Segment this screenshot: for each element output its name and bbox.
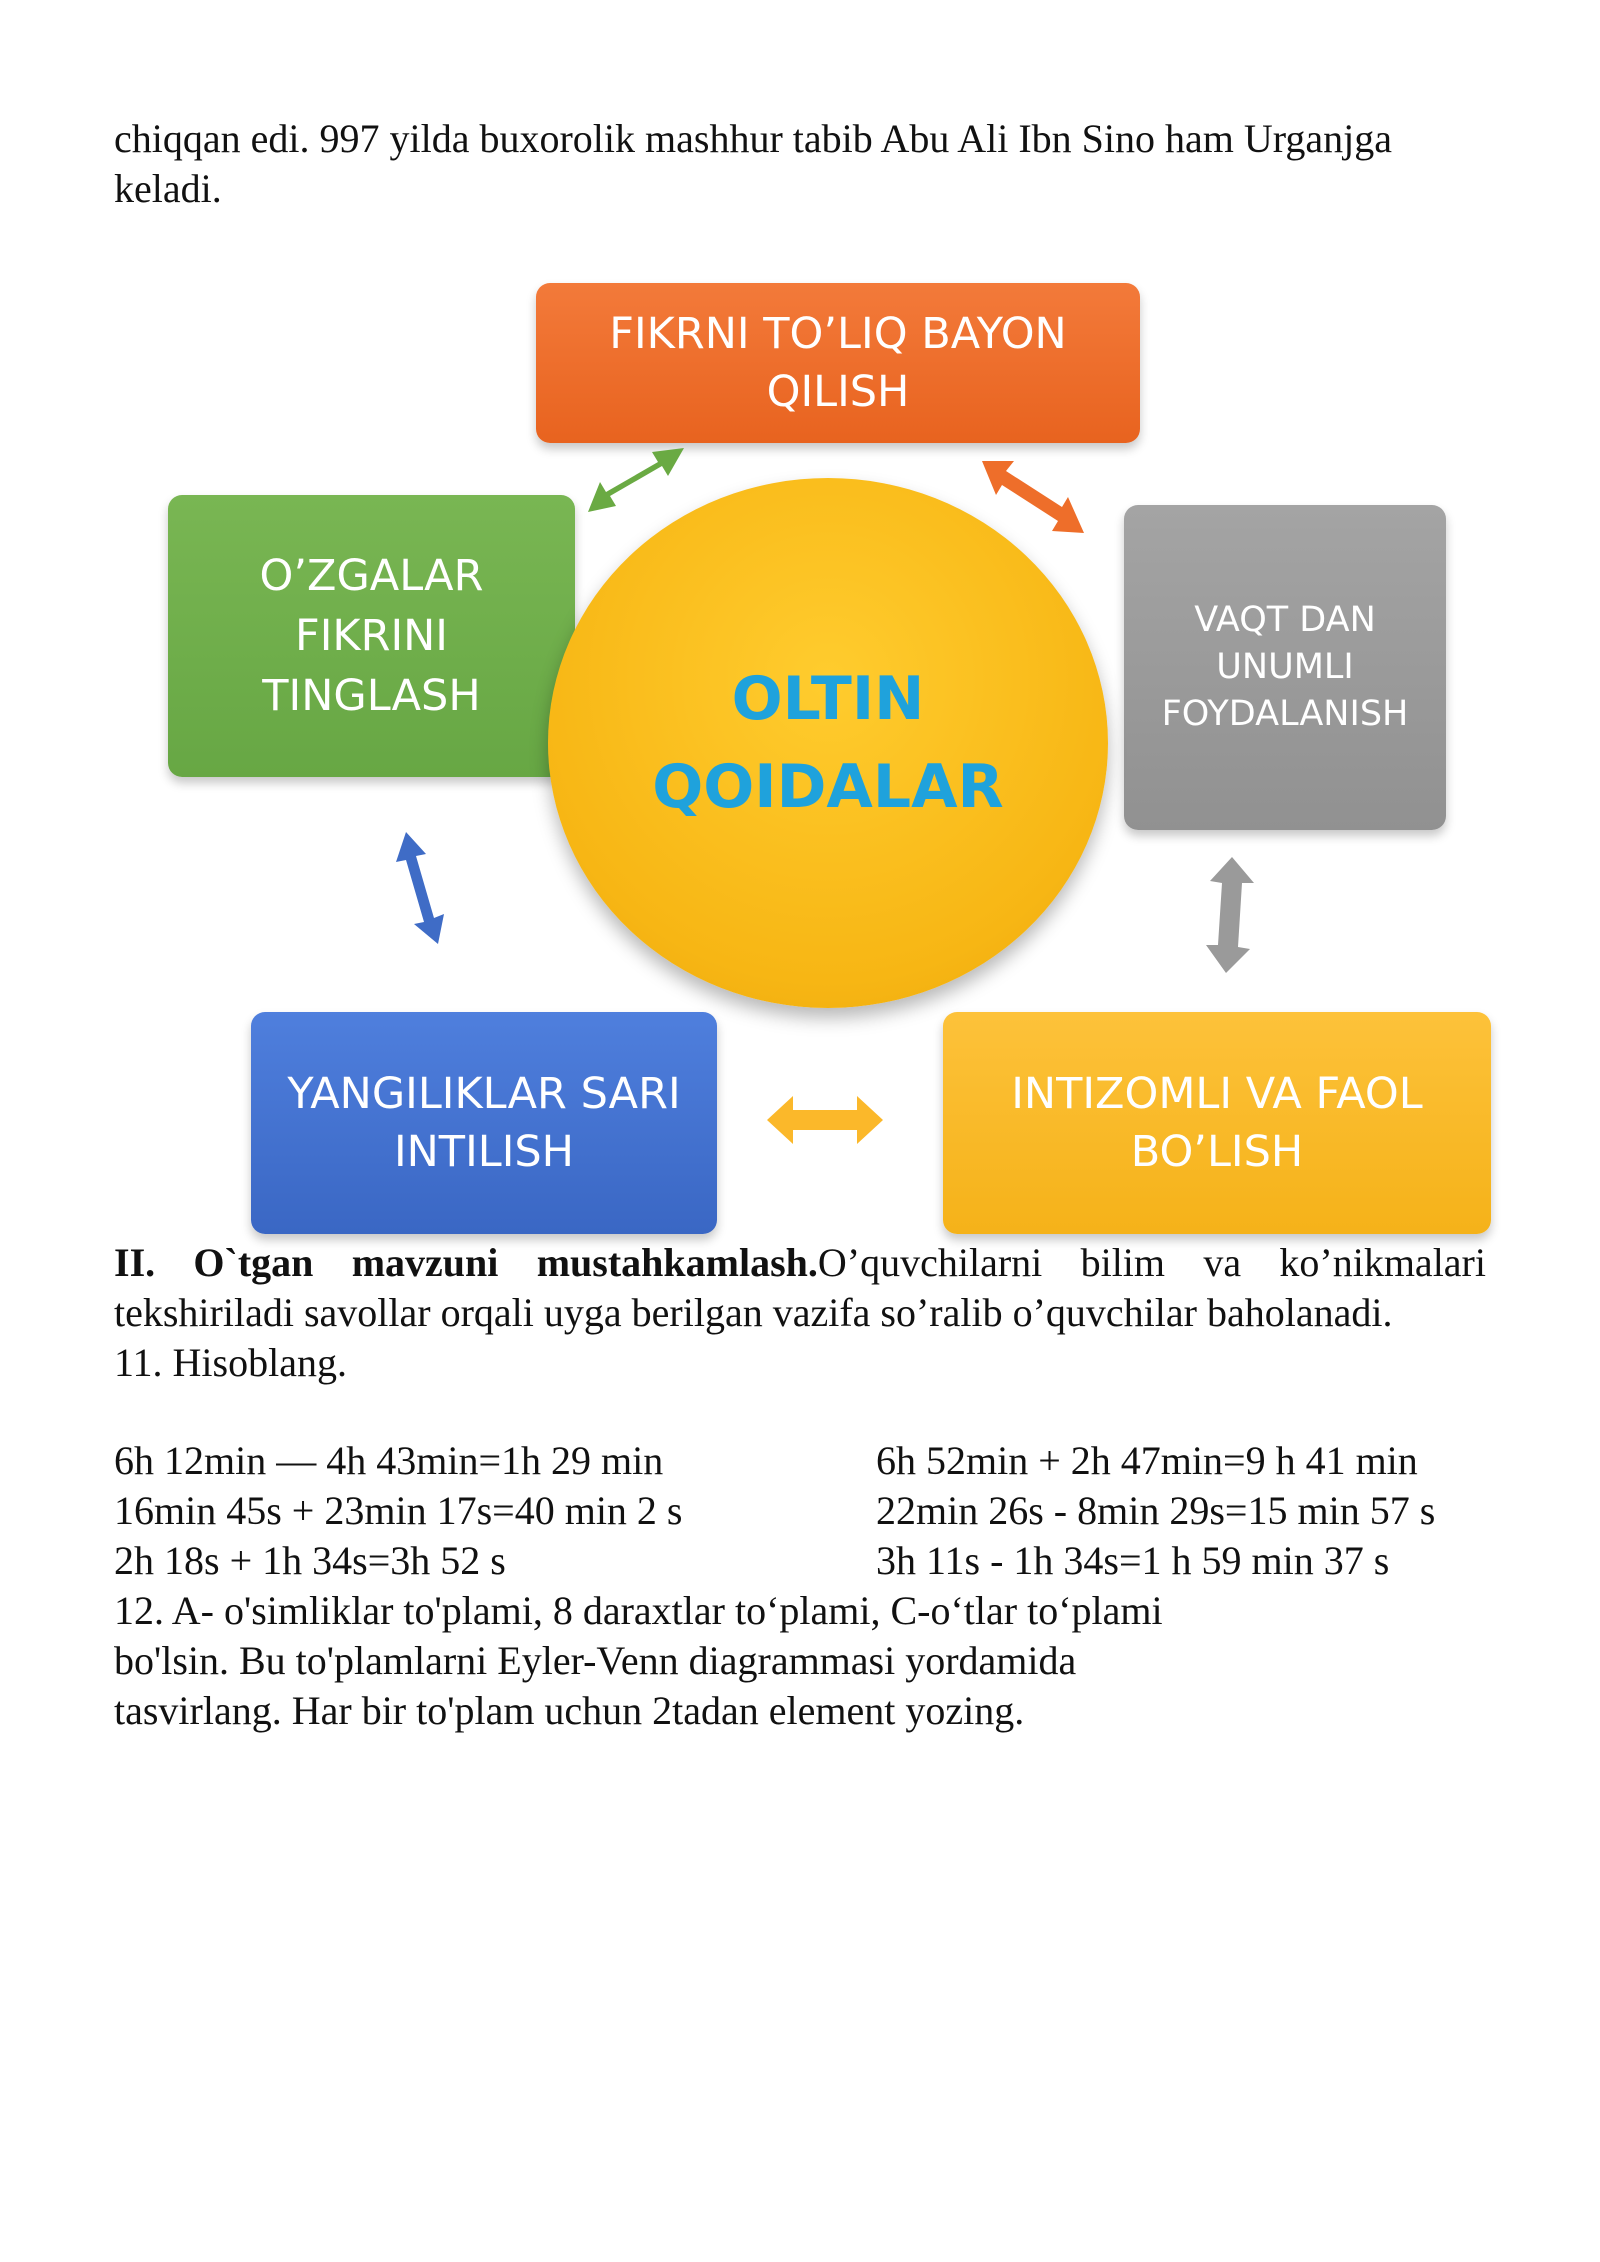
double-arrow-icon-green — [580, 440, 690, 520]
section-text: O’quvchilarni bilim va ko’nikmalari tekshiriladi savollar orqali uyga berilgan vazifa so’ralib o’quvchilar baholanadi. — [114, 1240, 1486, 1335]
calc-left-2: 16min 45s + 23min 17s=40 min 2 s — [114, 1488, 683, 1533]
task-12-line-1: 12. A- o'simliklar to'plami, 8 daraxtlar to‘plami, C-o‘tlar to‘plami — [114, 1588, 1163, 1633]
rule-box-bottom-right: INTIZOMLI VA FAOL BO’LISH — [943, 1012, 1491, 1234]
calc-right-2: 22min 26s - 8min 29s=15 min 57 s — [876, 1488, 1436, 1533]
rule-box-right: VAQT DAN UNUMLI FOYDALANISH — [1124, 505, 1446, 830]
double-arrow-icon-gray — [1198, 855, 1262, 975]
center-circle: OLTIN QOIDALAR — [548, 478, 1108, 1008]
intro-line-1: chiqqan edi. 997 yilda buxorolik mashhur tabib Abu Ali Ibn Sino ham Urganjga — [114, 116, 1392, 161]
calc-right-3: 3h 11s - 1h 34s=1 h 59 min 37 s — [876, 1538, 1390, 1583]
calc-left-3: 2h 18s + 1h 34s=3h 52 s — [114, 1538, 506, 1583]
double-arrow-icon-blue — [388, 828, 468, 948]
calc-right-1: 6h 52min + 2h 47min=9 h 41 min — [876, 1438, 1418, 1483]
intro-line-2: keladi. — [114, 166, 222, 211]
rule-box-top: FIKRNI TO’LIQ BAYON QILISH — [536, 283, 1140, 443]
calc-left-1: 6h 12min — 4h 43min=1h 29 min — [114, 1438, 664, 1483]
task-12-line-2: bo'lsin. Bu to'plamlarni Eyler-Venn diagrammasi yordamida — [114, 1638, 1077, 1683]
double-arrow-icon-yellow — [765, 1090, 885, 1150]
section-heading: II. O`tgan mavzuni mustahkamlash. — [114, 1240, 818, 1285]
rule-box-bottom-left: YANGILIKLAR SARI INTILISH — [251, 1012, 717, 1234]
task-12-line-3: tasvirlang. Har bir to'plam uchun 2tadan element yozing. — [114, 1688, 1025, 1733]
task-11-heading: 11. Hisoblang. — [114, 1340, 347, 1385]
double-arrow-icon-orange — [980, 455, 1090, 540]
rule-box-left: O’ZGALAR FIKRINI TINGLASH — [168, 495, 575, 777]
section-paragraph — [114, 1238, 1486, 1338]
